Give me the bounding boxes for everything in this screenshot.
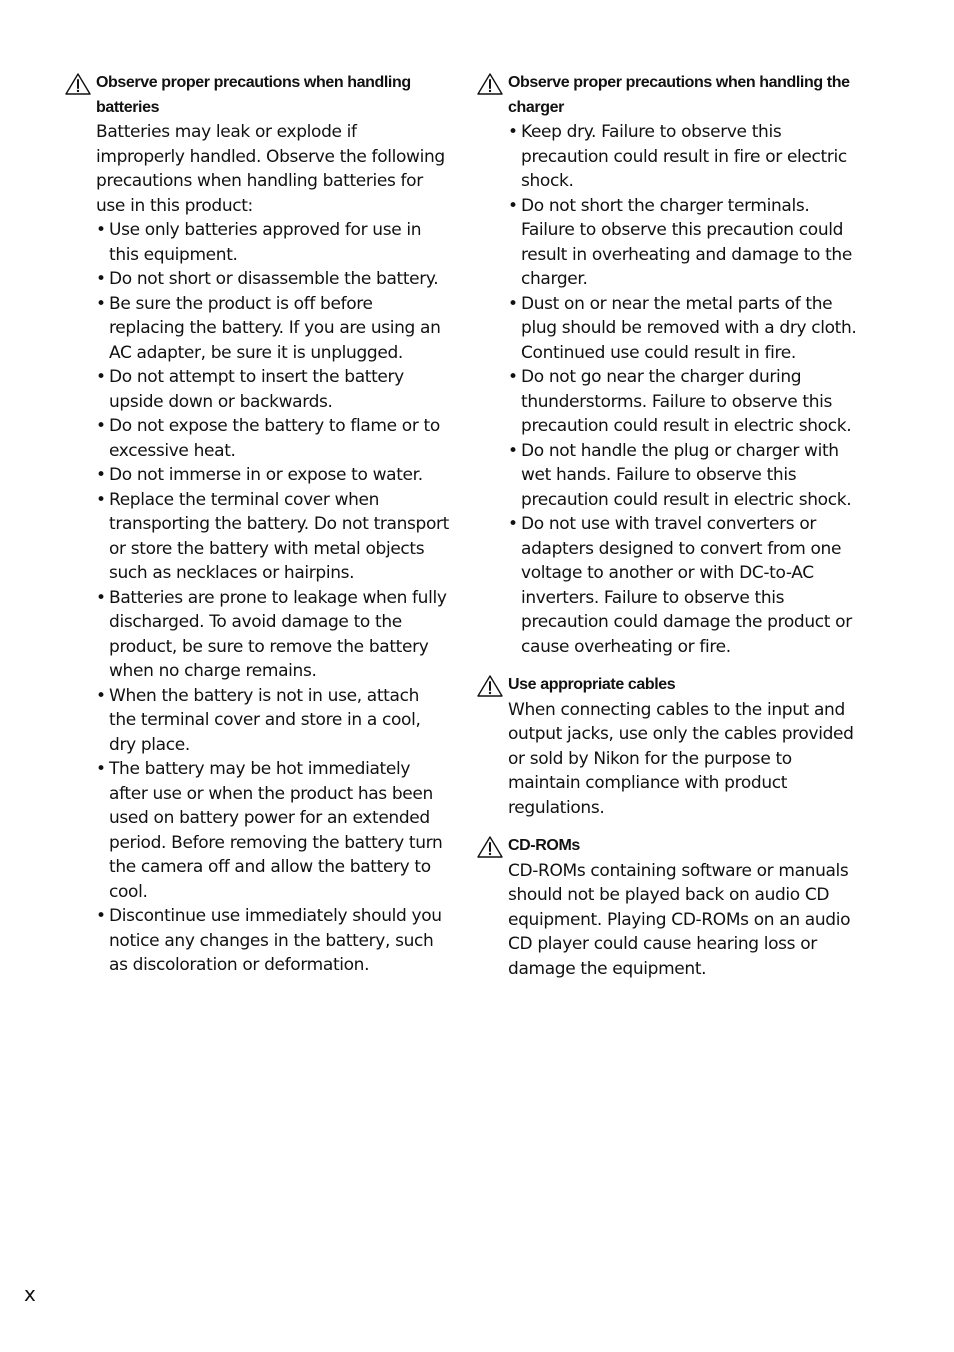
bullet-list [476, 120, 861, 659]
cables-section [476, 673, 861, 820]
battery-precautions-section [64, 71, 449, 978]
list-item: • Replace the terminal cover when transporting the battery. Do not transport or store the battery with metal objects such as necklaces or hairpins. [96, 488, 449, 586]
section-heading-text: Use appropriate cables [508, 676, 676, 693]
section-heading [476, 71, 861, 120]
list-item: • Do not expose the battery to flame or to excessive heat. [96, 414, 449, 463]
charger-precautions-section [476, 71, 861, 659]
list-item: • Do not attempt to insert the battery upside down or backwards. [96, 365, 449, 414]
section-heading [64, 71, 449, 120]
section-body: CD-ROMs containing software or manuals should not be played back on audio CD equipment. Playing CD-ROMs on an audio CD player could cause hearing loss or damage the equipment. [508, 860, 851, 979]
list-item: • Do not immerse in or expose to water. [96, 463, 449, 488]
list-item: • Do not short or disassemble the battery. [96, 267, 449, 292]
list-item: • Dust on or near the metal parts of the plug should be removed with a dry cloth. Continued use could result in fire. [508, 292, 861, 366]
section-heading [476, 673, 861, 698]
list-item: • When the battery is not in use, attach the terminal cover and store in a cool, dry place. [96, 684, 449, 758]
list-item: • The battery may be hot immediately after use or when the product has been used on battery power for an extended period. Before removing the battery turn the camera off and allow the battery to cool. [96, 757, 449, 904]
left-column [64, 71, 449, 992]
list-item: • Be sure the product is off before replacing the battery. If you are using an AC adapter, be sure it is unplugged. [96, 292, 449, 366]
page-number: x [24, 1282, 36, 1306]
cd-roms-section [476, 834, 861, 981]
section-heading [476, 834, 861, 859]
right-column [476, 71, 861, 995]
list-item: • Keep dry. Failure to observe this precaution could result in fire or electric shock. [508, 120, 861, 194]
section-intro: Batteries may leak or explode if improperly handled. Observe the following precautions when handling batteries for use in this product: [96, 122, 445, 216]
bullet-list [64, 218, 449, 978]
warning-triangle-icon [64, 72, 92, 96]
warning-triangle-icon [476, 72, 504, 96]
section-heading-text: Observe proper precautions when handling the charger [508, 74, 850, 116]
list-item: • Do not use with travel converters or adapters designed to convert from one voltage to another or with DC-to-AC inverters. Failure to observe this precaution could damage the product or cause overheating or fire. [508, 512, 861, 659]
list-item: • Do not go near the charger during thunderstorms. Failure to observe this precaution could result in electric shock. [508, 365, 861, 439]
warning-triangle-icon [476, 674, 504, 698]
warning-triangle-icon [476, 835, 504, 859]
section-body: When connecting cables to the input and output jacks, use only the cables provided or sold by Nikon for the purpose to maintain compliance with product regulations. [508, 699, 854, 818]
section-heading-text: Observe proper precautions when handling batteries [96, 74, 411, 116]
list-item: • Do not short the charger terminals. Failure to observe this precaution could result in overheating and damage to the charger. [508, 194, 861, 292]
list-item: • Do not handle the plug or charger with wet hands. Failure to observe this precaution could result in electric shock. [508, 439, 861, 513]
list-item: • Batteries are prone to leakage when fully discharged. To avoid damage to the product, be sure to remove the battery when no charge remains. [96, 586, 449, 684]
list-item: • Discontinue use immediately should you notice any changes in the battery, such as discoloration or deformation. [96, 904, 449, 978]
list-item: • Use only batteries approved for use in this equipment. [96, 218, 449, 267]
section-heading-text: CD-ROMs [508, 837, 580, 854]
